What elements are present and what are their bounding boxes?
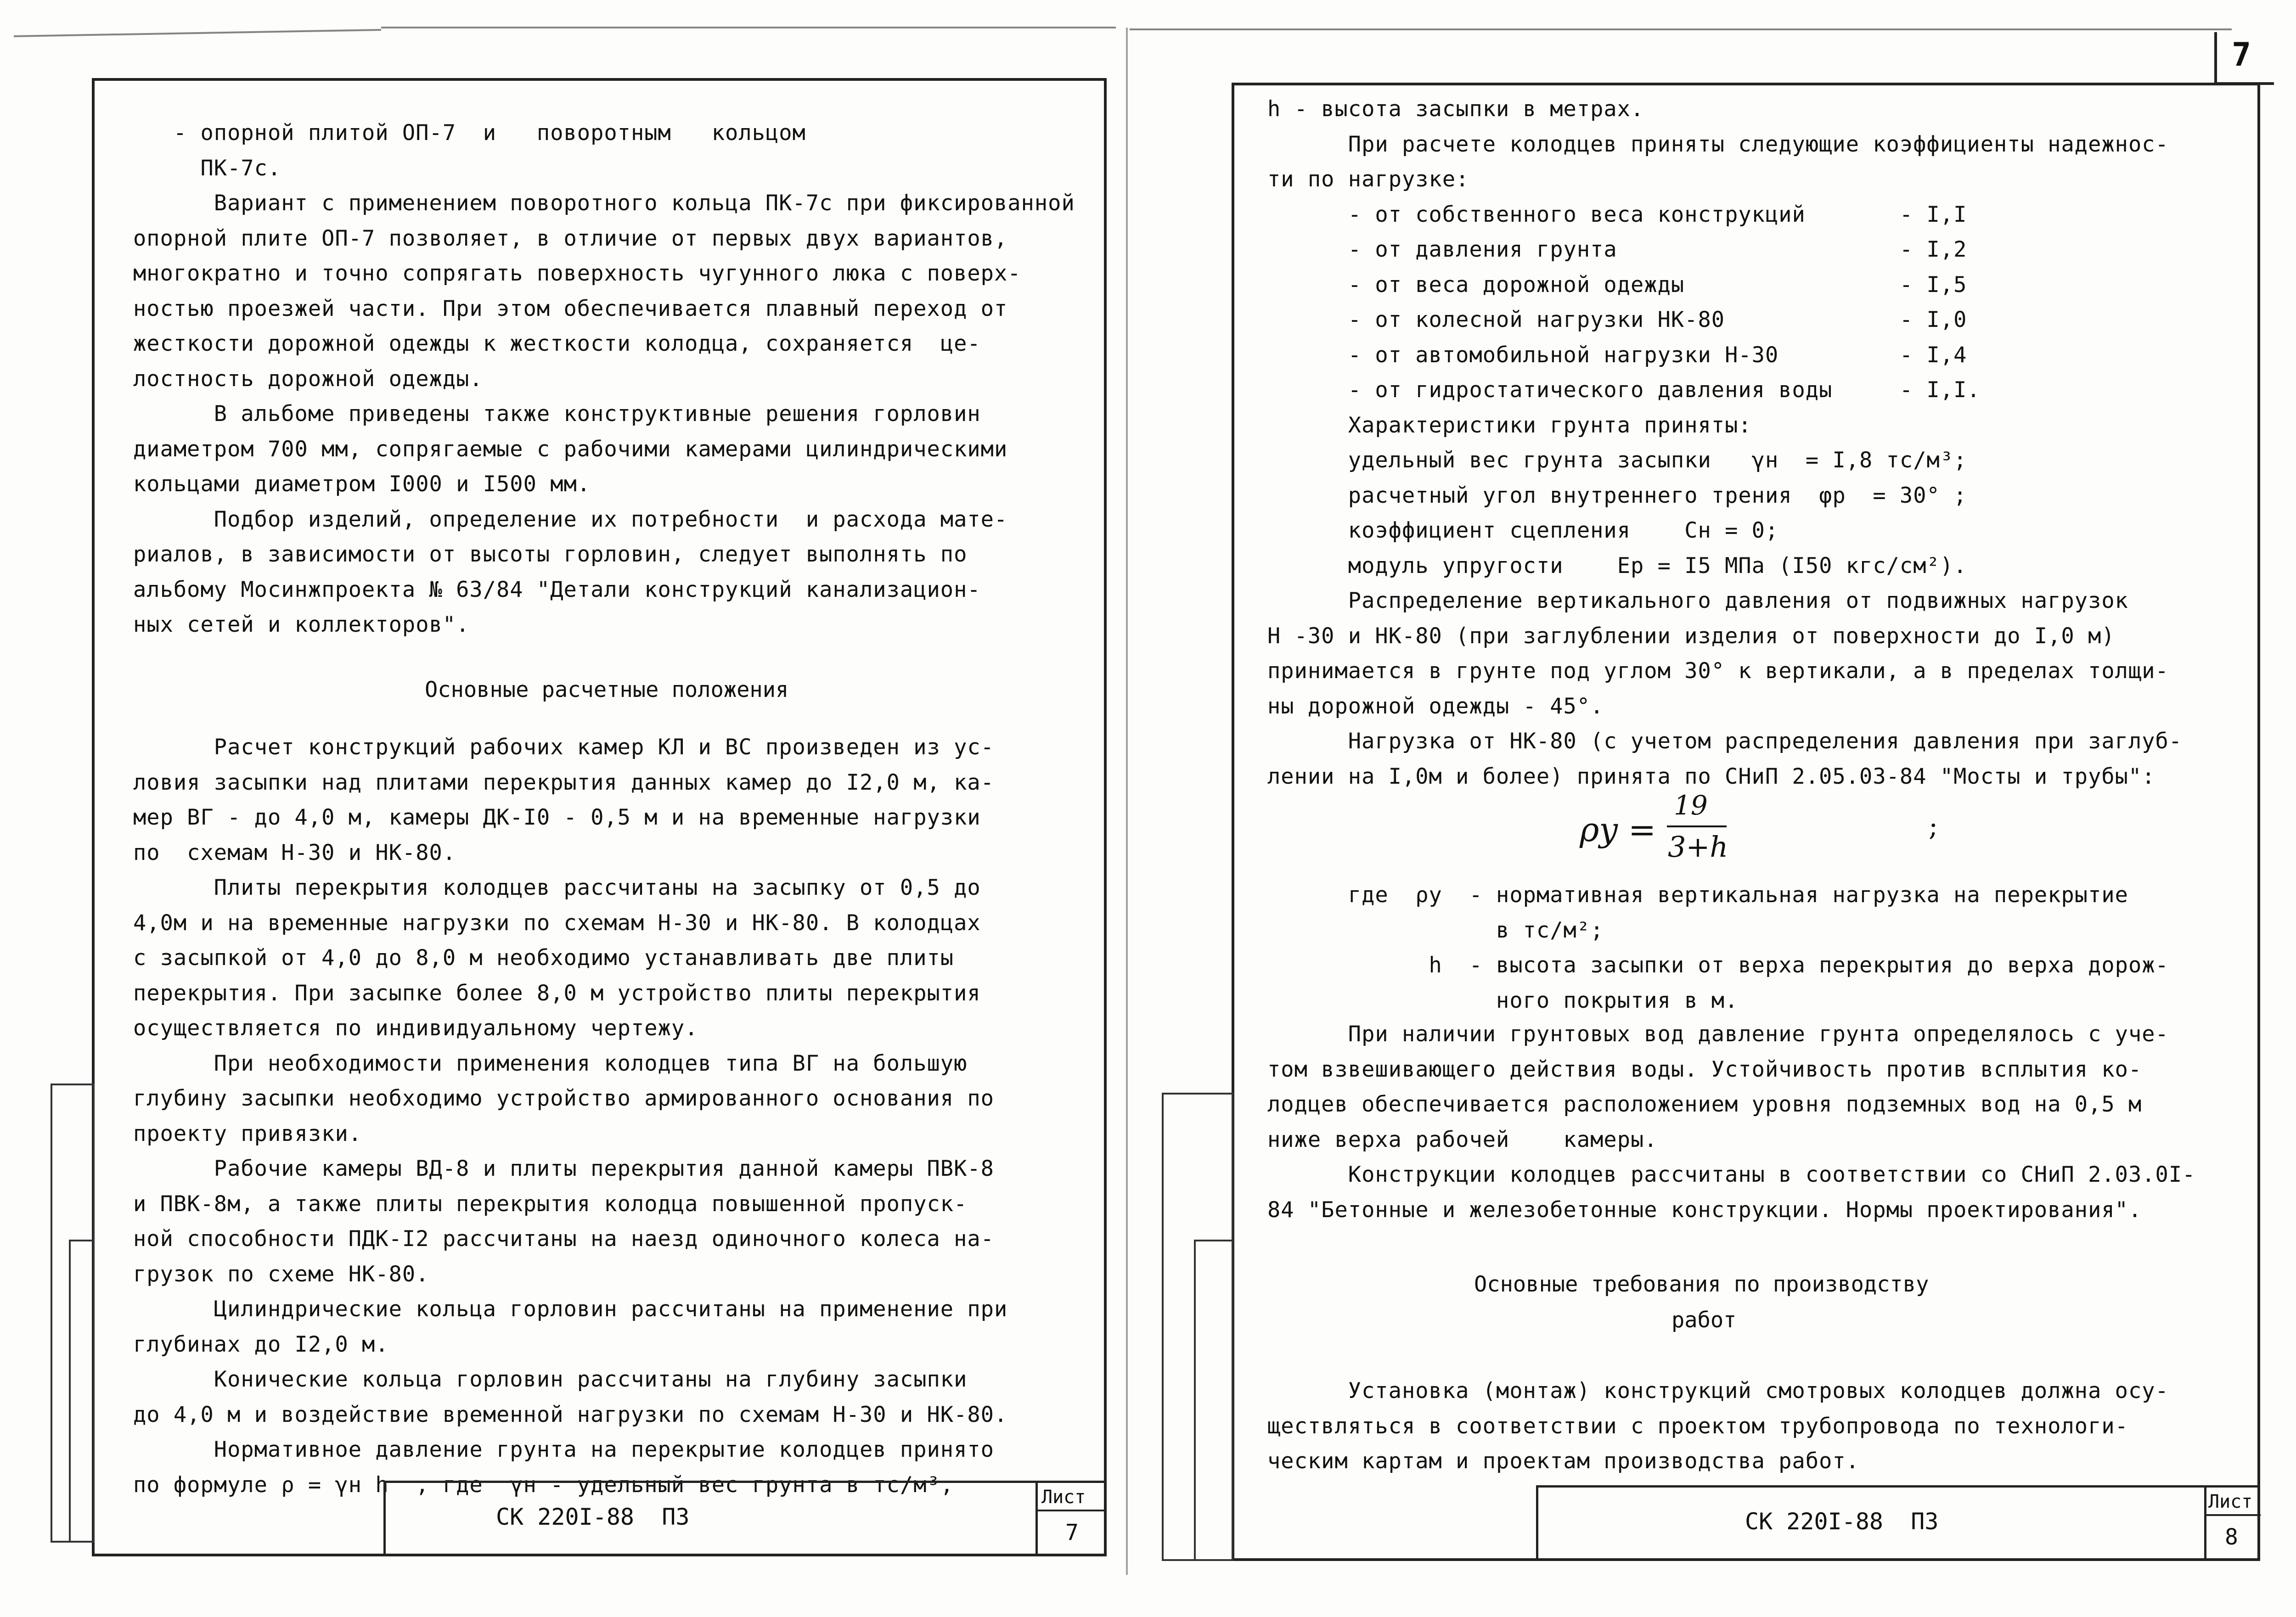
text-line: Плиты перекрытия колодцев рассчитаны на засыпку от 0,5 до	[133, 875, 981, 900]
text-line: ловия засыпки над плитами перекрытия данных камер до I2,0 м, ка-	[133, 769, 994, 795]
text-line: глубину засыпки необходимо устройство армированного основания по	[133, 1086, 994, 1111]
formula-fraction-bar	[1667, 825, 1727, 827]
text-line: ческим картам и проектам производства работ.	[1267, 1449, 1860, 1474]
text-line: кольцами диаметром I000 и I500 мм.	[133, 472, 591, 497]
text-line: - от веса дорожной одежды - I,5	[1267, 272, 1967, 298]
text-line: по схемам Н-30 и НК-80.	[133, 840, 456, 865]
text-line: Н -30 и НК-80 (при заглублении изделия от поверхности до I,0 м)	[1267, 623, 2115, 649]
right-section-heading-line1: Основные требования по производству	[1474, 1272, 1929, 1297]
text-line: h - высота засыпки от верха перекрытия до верха дорож-	[1267, 953, 2169, 978]
text-line: ти по нагрузке:	[1267, 167, 1469, 192]
text-line: лении на I,0м и более) принята по СНиП 2.05.03-84 "Мосты и трубы":	[1267, 764, 2155, 789]
corner-number: 7	[2232, 36, 2251, 73]
text-line: - от автомобильной нагрузки Н-30 - I,4	[1267, 342, 1967, 368]
right-binding-stub-inner	[1194, 1240, 1233, 1561]
text-line: ностью проезжей части. При этом обеспечивается плавный переход от	[133, 296, 1008, 321]
text-line: ниже верха рабочей камеры.	[1267, 1127, 1658, 1152]
sheet-label: Лист	[1041, 1487, 1086, 1508]
text-line: удельный вес грунта засыпки γн = I,8 тс/м³;	[1267, 448, 1967, 473]
text-line: Установка (монтаж) конструкций смотровых колодцев должна осу-	[1267, 1378, 2169, 1404]
text-line: в тс/м²;	[1267, 917, 1604, 943]
text-line: При расчете колодцев приняты следующие коэффициенты надежнос-	[1267, 131, 2169, 157]
text-line: многократно и точно сопрягать поверхность чугунного люка с поверх-	[133, 261, 1021, 286]
text-line: грузок по схеме НК-80.	[133, 1261, 429, 1287]
text-line: проекту привязки.	[133, 1121, 362, 1146]
text-line: Нормативное давление грунта на перекрытие колодцев принято	[133, 1437, 994, 1462]
right-top-text	[1267, 92, 2182, 794]
formula-lhs: ρy =	[1580, 810, 1656, 849]
text-line: том взвешивающего действия воды. Устойчивость против всплытия ко-	[1267, 1056, 2142, 1082]
sheet-label: Лист	[2208, 1491, 2253, 1512]
text-line: расчетный угол внутреннего трения φр = 30° ;	[1267, 483, 1967, 508]
text-line: Конические кольца горловин рассчитаны на глубину засыпки	[133, 1367, 968, 1392]
text-line: осуществляется по индивидуальному чертежу.	[133, 1016, 698, 1041]
sheet-number: 8	[2225, 1524, 2238, 1550]
page-fold	[1126, 28, 1128, 1575]
text-line: глубинах до I2,0 м.	[133, 1331, 389, 1357]
text-line: 4,0м и на временные нагрузки по схемам Н-30 и НК-80. В колодцах	[133, 910, 981, 936]
text-line: Рабочие камеры ВД-8 и плиты перекрытия данной камеры ПВК-8	[133, 1156, 994, 1181]
text-line: мер ВГ - до 4,0 м, камеры ДК-I0 - 0,5 м и на временные нагрузки	[133, 805, 981, 830]
text-line: 84 "Бетонные и железобетонные конструкции. Нормы проектирования".	[1267, 1197, 2142, 1223]
text-line: - от собственного веса конструкций - I,I	[1267, 202, 1967, 227]
left-title-block	[383, 1481, 1107, 1556]
text-line: принимается в грунте под углом 30° к вертикали, а в пределах толщи-	[1267, 658, 2169, 684]
text-line: Расчет конструкций рабочих камер КЛ и ВС произведен из ус-	[133, 735, 994, 760]
text-line: При необходимости применения колодцев типа ВГ на большую	[133, 1050, 968, 1076]
text-line: лодцев обеспечивается расположением уровня подземных вод на 0,5 м	[1267, 1092, 2142, 1117]
text-line: ной способности ПДК-I2 рассчитаны на наезд одиночного колеса на-	[133, 1226, 994, 1252]
text-line: опорной плите ОП-7 позволяет, в отличие от первых двух вариантов,	[133, 225, 1008, 251]
text-line: альбому Мосинжпроекта № 63/84 "Детали конструкций канализацион-	[133, 577, 981, 602]
right-body-text	[1267, 1017, 2195, 1228]
text-line: перекрытия. При засыпке более 8,0 м устройство плиты перекрытия	[133, 980, 981, 1006]
text-line: модуль упругости Ер = I5 МПа (I50 кгс/см²).	[1267, 553, 1967, 578]
text-line: жесткости дорожной одежды к жесткости колодца, сохраняется це-	[133, 331, 981, 356]
text-line: - от гидростатического давления воды - I,I.	[1267, 377, 1981, 403]
right-final-text	[1267, 1374, 2169, 1479]
text-line: - от давления грунта - I,2	[1267, 237, 1967, 262]
formula-numerator: 19	[1674, 790, 1708, 821]
left-body-text	[133, 730, 1007, 1503]
text-line: Подбор изделий, определение их потребности и расхода мате-	[133, 506, 1008, 532]
text-line: и ПВК-8м, а также плиты перекрытия колодца повышенной пропуск-	[133, 1191, 968, 1217]
text-line: Нагрузка от НК-80 (с учетом распределения давления при заглуб-	[1267, 729, 2183, 754]
text-line: ных сетей и коллекторов".	[133, 612, 470, 637]
sheet-number: 7	[1065, 1520, 1079, 1545]
text-line: лостность дорожной одежды.	[133, 366, 483, 392]
left-binding-stub-inner	[69, 1240, 95, 1543]
right-section-heading-line2: работ	[1671, 1308, 1737, 1333]
text-line: h - высота засыпки в метрах.	[1267, 96, 1644, 122]
document-code: СК 220I-88 ПЗ	[496, 1504, 690, 1530]
text-line: диаметром 700 мм, сопрягаемые с рабочими камерами цилиндрическими	[133, 436, 1008, 462]
text-line: В альбоме приведены также конструктивные решения горловин	[133, 401, 981, 427]
text-line: с засыпкой от 4,0 до 8,0 м необходимо устанавливать две плиты	[133, 945, 954, 971]
text-line: Цилиндрические кольца горловин рассчитаны на применение при	[133, 1297, 1008, 1322]
text-line: Распределение вертикального давления от подвижных нагрузок	[1267, 588, 2128, 613]
text-line: ществляться в соответствии с проектом трубопровода по технологи-	[1267, 1413, 2128, 1439]
text-line: риалов, в зависимости от высоты горловин, следует выполнять по	[133, 542, 968, 567]
formula	[1580, 790, 1993, 872]
formula-denominator: 3+h	[1668, 830, 1728, 864]
text-line: по формуле ρ = γн h , где γн - удельный вес грунта в тс/м³,	[133, 1472, 954, 1498]
sheet-cell	[2204, 1488, 2260, 1561]
sheet-cell	[1035, 1483, 1107, 1556]
text-line: где ρy - нормативная вертикальная нагрузка на перекрытие	[1267, 882, 2128, 908]
text-line: ПК-7с.	[133, 155, 281, 181]
document-code: СК 220I-88 ПЗ	[1745, 1508, 1939, 1535]
text-line: коэффициент сцепления Сн = 0;	[1267, 518, 1779, 543]
text-line: ного покрытия в м.	[1267, 988, 1739, 1013]
formula-end: ;	[1929, 810, 1938, 842]
left-section-heading: Основные расчетные положения	[425, 677, 789, 702]
text-line: до 4,0 м и воздействие временной нагрузки по схемам Н-30 и НК-80.	[133, 1402, 1008, 1427]
text-line: - от колесной нагрузки НК-80 - I,0	[1267, 307, 1967, 332]
right-where-text	[1267, 878, 2169, 1018]
left-intro-text	[133, 116, 1075, 643]
text-line: Характеристики грунта приняты:	[1267, 412, 1752, 438]
text-line: Конструкции колодцев рассчитаны в соответствии со СНиП 2.03.0I-	[1267, 1162, 2196, 1187]
text-line: Вариант с применением поворотного кольца ПК-7с при фиксированной	[133, 191, 1075, 216]
text-line: - опорной плитой ОП-7 и поворотным кольцом	[133, 120, 806, 146]
right-title-block	[1536, 1485, 2260, 1561]
text-line: При наличии грунтовых вод давление грунта определялось с уче-	[1267, 1022, 2169, 1047]
text-line: ны дорожной одежды - 45°.	[1267, 693, 1604, 719]
